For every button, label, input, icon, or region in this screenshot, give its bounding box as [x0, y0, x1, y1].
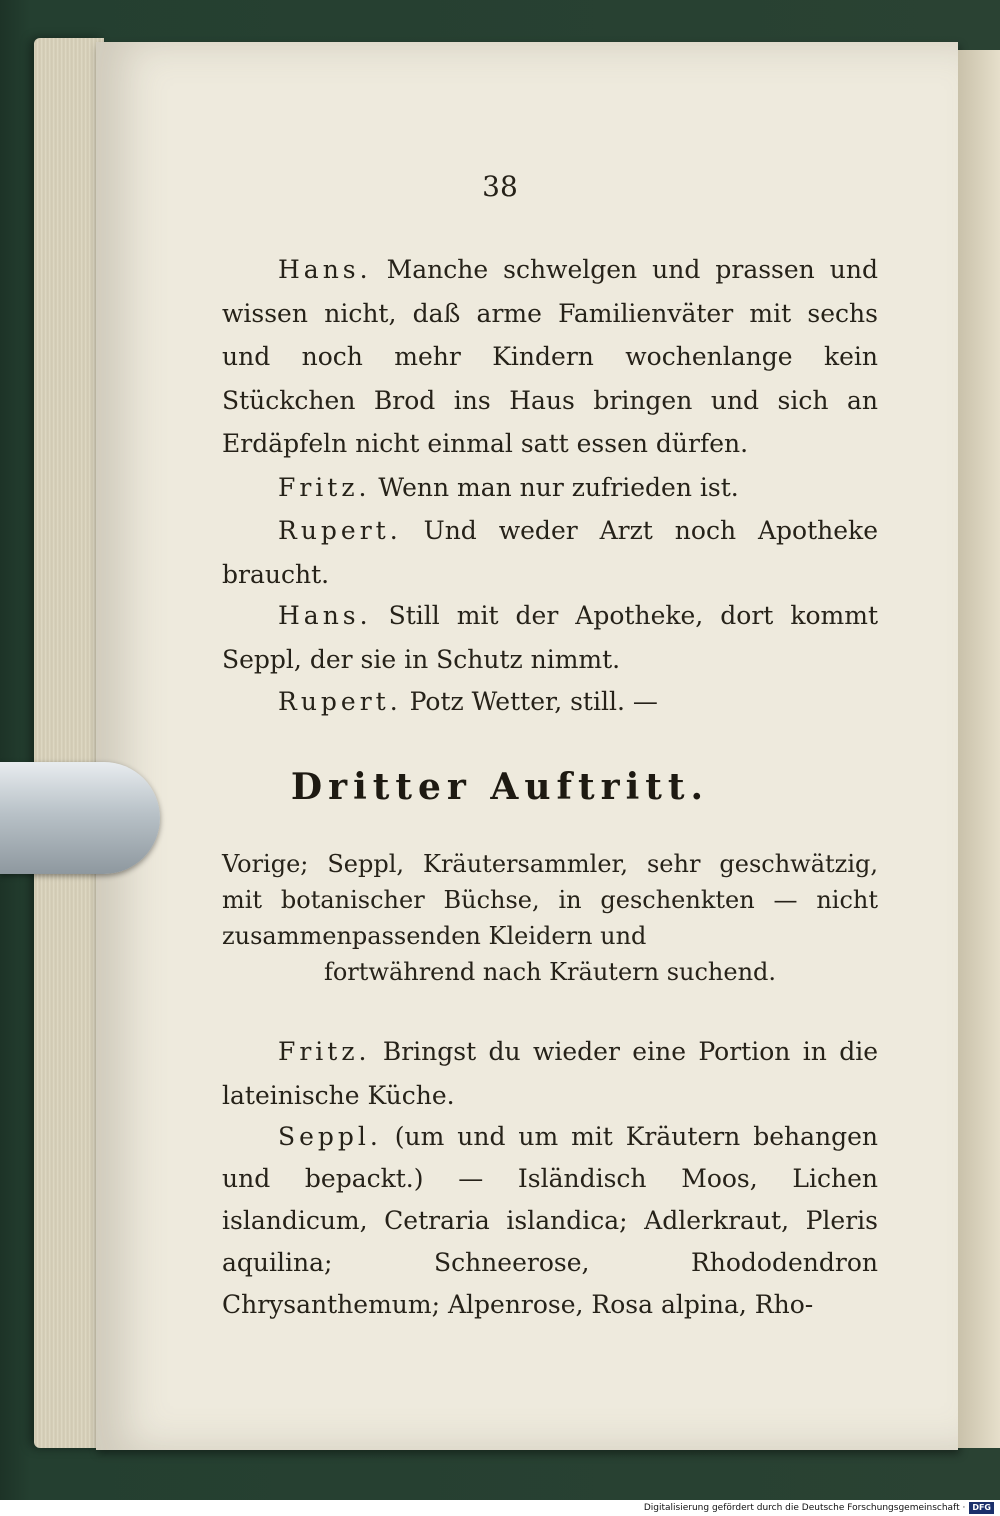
page-number: 38: [482, 170, 518, 203]
dialogue-line: [222, 1116, 878, 1326]
dialogue-line: [222, 466, 878, 510]
speaker-name: Rupert.: [278, 687, 402, 716]
book-page-edges: [34, 38, 104, 1448]
dialogue-text: (um und um mit Kräutern behangen und bepackt.) — Isländisch Moos, Lichen islandicum, Cetraria islandica; Adlerkraut, Pleris aquilina; Schneerose, Rhododendron Chrysanthemum; Alpenrose, Rosa alpina, Rho-: [222, 1122, 879, 1319]
footer-credit: [0, 1500, 1000, 1516]
dialogue-line: [222, 680, 878, 724]
speaker-name: Fritz.: [278, 473, 371, 502]
stage-direction-text: Vorige; Seppl, Kräutersammler, sehr geschwätzig, mit botanischer Büchse, in geschenkten — nicht zusammenpassenden Kleidern und: [222, 850, 878, 950]
dialogue-text: Manche schwelgen und prassen und wissen nicht, daß arme Familienväter mit sechs und noch mehr Kindern wochenlange kein Stückchen Brod ins Haus bringen und sich an Erdäpfeln nicht einmal satt essen dürfen.: [222, 255, 878, 458]
dialogue-text: Bringst du wieder eine Portion in die lateinische Küche.: [222, 1037, 878, 1110]
dialogue-text: Und weder Arzt noch Apotheke braucht.: [222, 516, 878, 589]
dialogue-line: [222, 1030, 878, 1117]
stage-direction: [222, 846, 878, 990]
speaker-name: Rupert.: [278, 516, 402, 545]
dialogue-text: Wenn man nur zufrieden ist.: [378, 473, 739, 502]
next-page-edge: [958, 50, 1000, 1448]
speaker-name: Seppl.: [278, 1122, 382, 1151]
speaker-name: Fritz.: [278, 1037, 371, 1066]
speaker-name: Hans.: [278, 601, 372, 630]
dialogue-line: [222, 594, 878, 681]
footer-text: Digitalisierung gefördert durch die Deutsche Forschungsgemeinschaft ·: [643, 1503, 966, 1513]
dialogue-text: Still mit der Apotheke, dort kommt Seppl, der sie in Schutz nimmt.: [222, 601, 878, 674]
dialogue-text: Potz Wetter, still. —: [409, 687, 658, 716]
stage-direction-last-line: fortwährend nach Kräutern suchend.: [323, 958, 777, 986]
dfg-logo: DFG: [969, 1502, 994, 1514]
scene-heading: Dritter Auftritt.: [290, 766, 710, 808]
dialogue-line: [222, 248, 878, 466]
dialogue-line: [222, 509, 878, 596]
speaker-name: Hans.: [278, 255, 372, 284]
page-holder-clip: [0, 762, 160, 874]
